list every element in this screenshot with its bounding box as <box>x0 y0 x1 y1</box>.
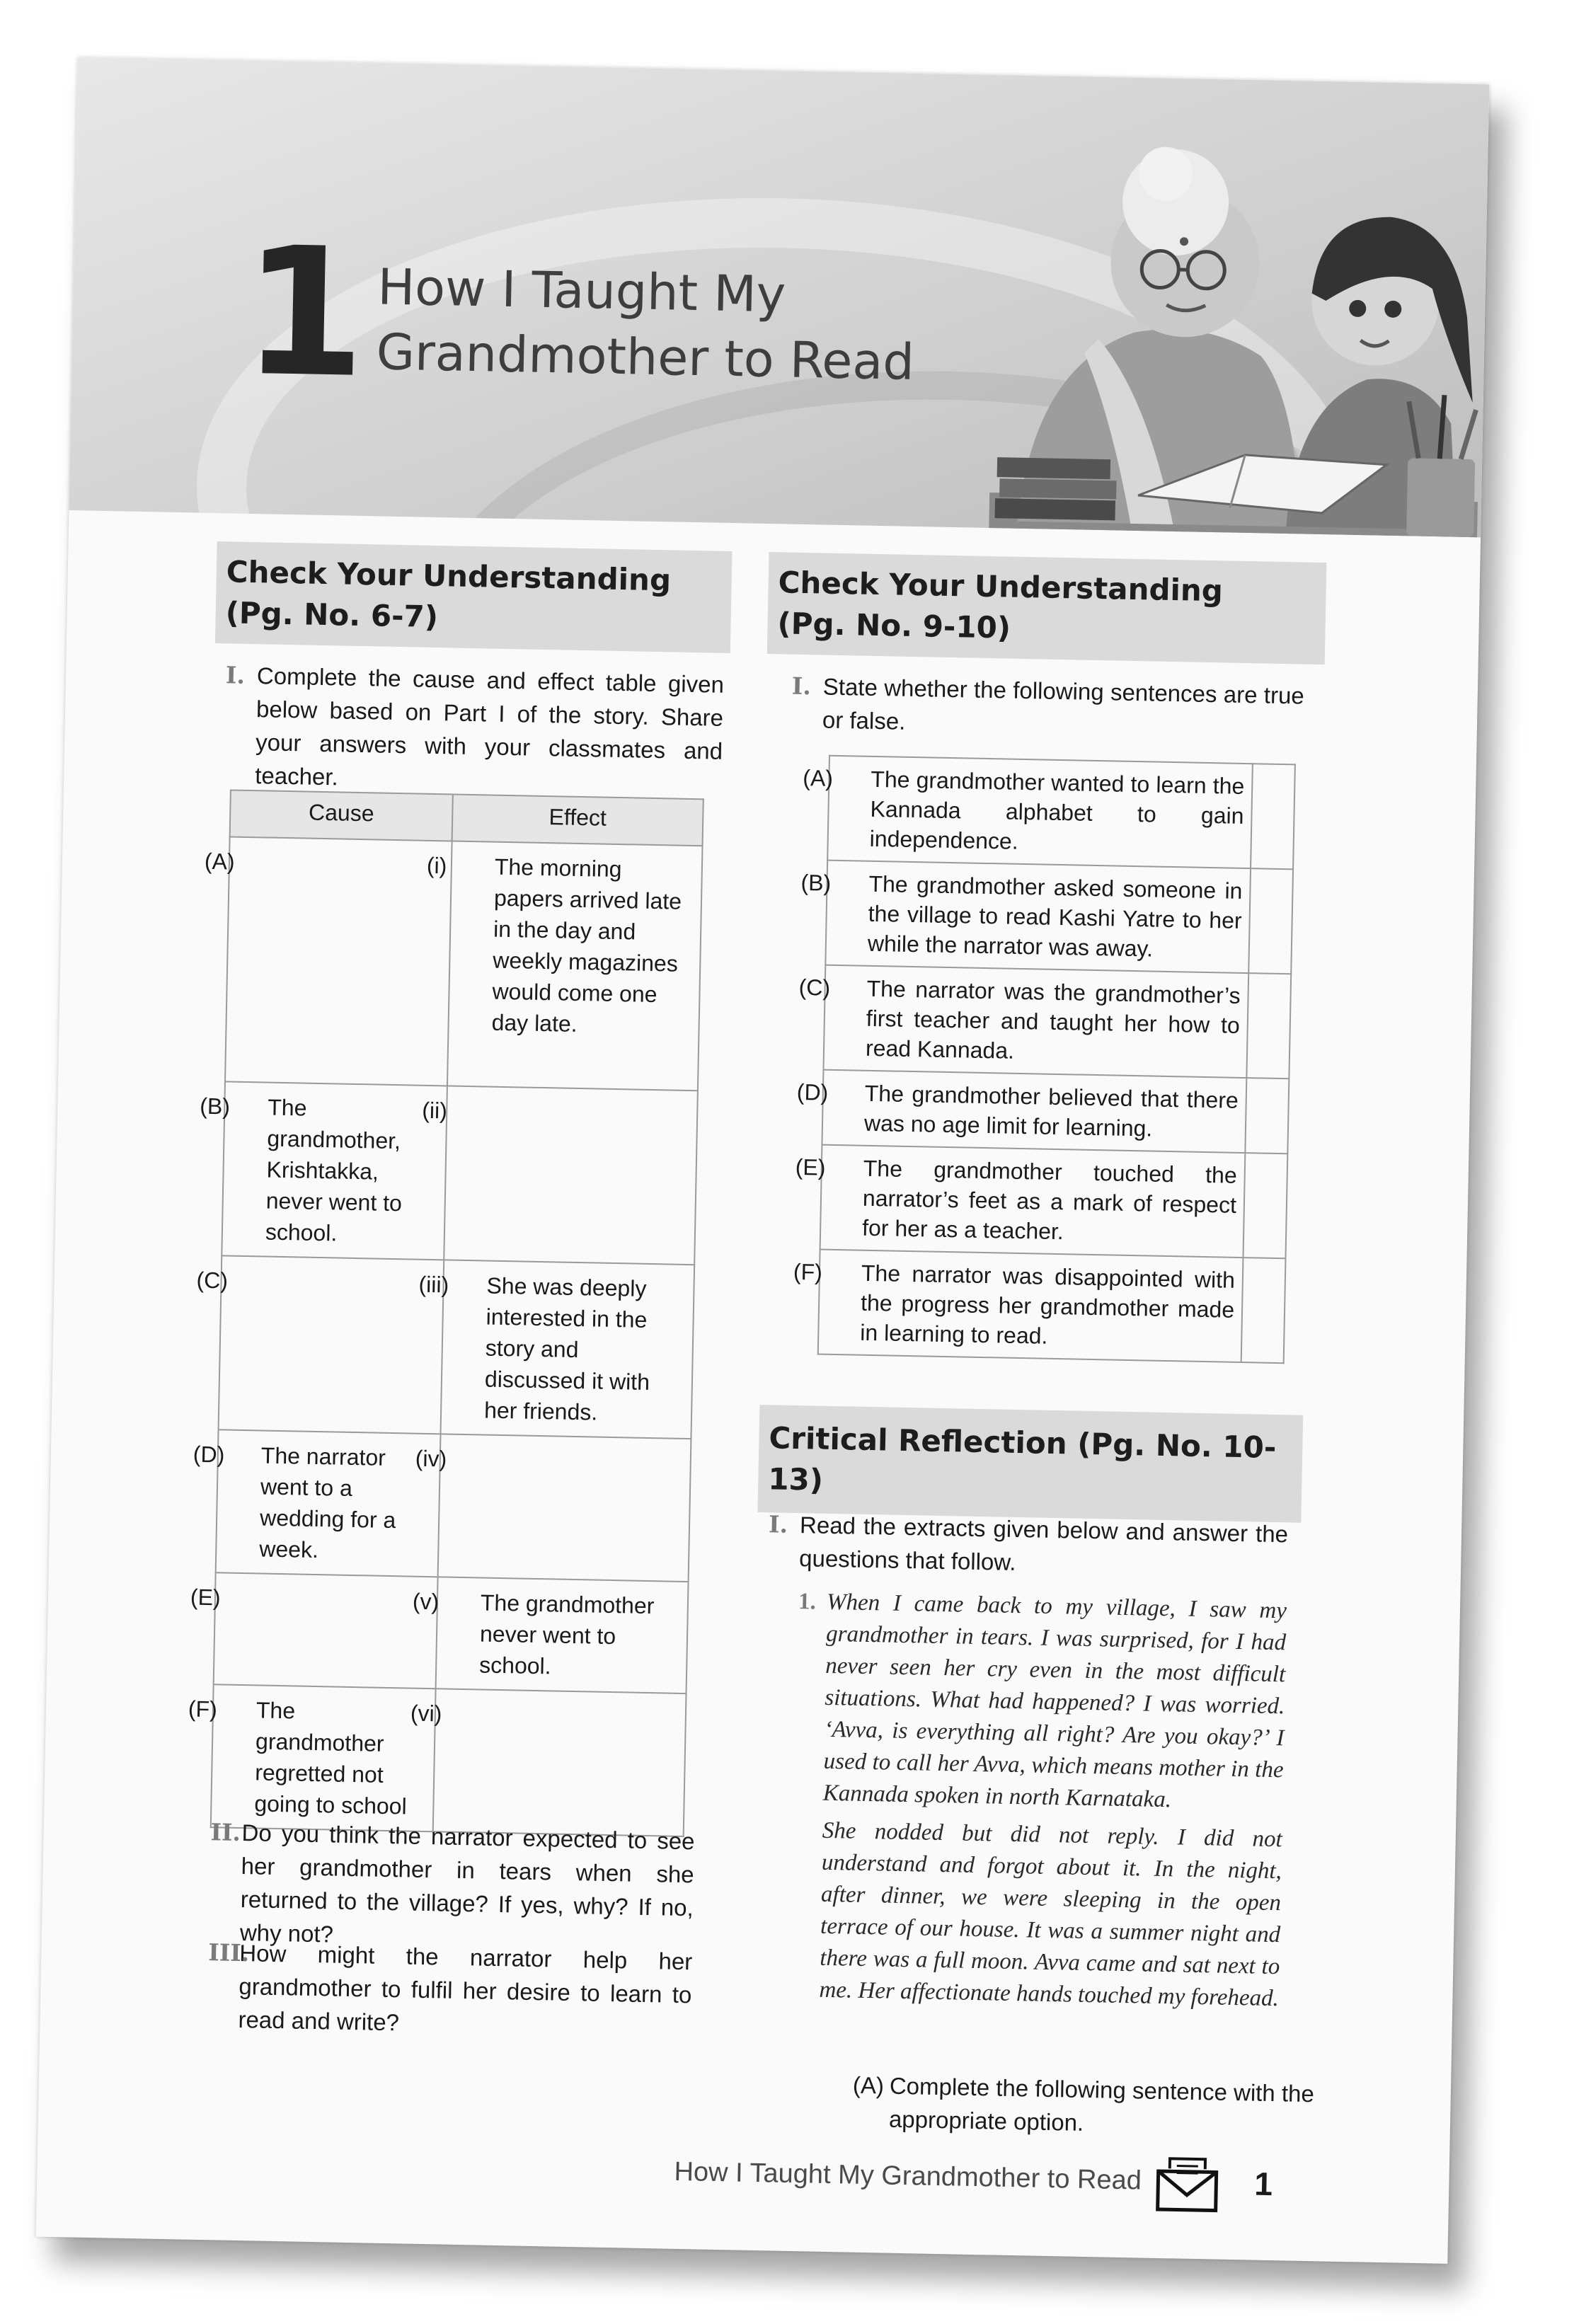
critical-reflection-instruction <box>768 1508 1289 1584</box>
effect-cell <box>412 1577 689 1693</box>
effect-cell <box>415 1434 691 1582</box>
table-row <box>827 756 1295 870</box>
table-row <box>822 1070 1289 1154</box>
statement-text: The grandmother asked someone in the village to read Kashi Yatre to her while the narrator was away. <box>867 870 1243 962</box>
table-row <box>225 836 703 1091</box>
question-number: III. <box>208 1938 250 1967</box>
row-label: (B) <box>199 1093 231 1120</box>
answer-box[interactable] <box>1251 764 1295 869</box>
chapter-number: 1 <box>241 208 368 417</box>
cause-effect-table <box>188 789 704 1837</box>
question-1-right <box>791 670 1305 746</box>
cause-cell <box>193 1430 441 1577</box>
table-row <box>823 965 1291 1079</box>
table-row <box>211 1684 687 1836</box>
row-label: (C) <box>196 1267 229 1294</box>
chapter-banner <box>69 57 1489 537</box>
question-number: I. <box>225 661 246 689</box>
section-heading-line: (Pg. No. 6-7) <box>225 595 439 635</box>
grandmother-girl-illustration <box>989 96 1486 537</box>
cause-text: The narrator went to a wedding for a week. <box>258 1442 396 1563</box>
row-label: (F) <box>793 1258 823 1285</box>
row-label: (i) <box>426 852 447 879</box>
answer-box[interactable] <box>1243 1153 1287 1258</box>
row-label: (E) <box>795 1154 826 1180</box>
critical-reflection-heading: Critical Reflection (Pg. No. 10-13) <box>757 1405 1303 1523</box>
statement-cell <box>796 1070 1246 1153</box>
table-row <box>216 1430 691 1582</box>
cause-text: The grandmother, Krishtakka, never went to school. <box>265 1094 403 1246</box>
extract-paragraph: She nodded but did not reply. I did not understand and forgot about it. In the night, after dinner, we were sleeping in the open terrace of our house. It was a summer night and there was a full moon. Avva came and sat next to me. Her affectionate hands touched my forehead. <box>819 1817 1283 2012</box>
sub-question-label: (A) <box>852 2071 885 2099</box>
cause-cell <box>190 1572 438 1689</box>
cause-cell <box>188 1684 436 1831</box>
footer-chapter-title: How I Taught My Grandmother to Read <box>674 2156 1142 2196</box>
answer-box[interactable] <box>1248 868 1293 974</box>
answer-box[interactable] <box>1241 1258 1286 1363</box>
question-text: Read the extracts given below and answer the questions that follow. <box>798 1512 1289 1575</box>
effect-text: She was deeply interested in the story and discussed it with her friends. <box>483 1272 650 1425</box>
cause-cell <box>196 1255 444 1434</box>
effect-cell <box>410 1689 687 1836</box>
section-heading-left <box>215 541 733 653</box>
sub-question-text: Complete the following sentence with the appropriate option. <box>888 2072 1315 2136</box>
question-text: State whether the following sentences are true or false. <box>822 673 1305 735</box>
row-label: (iii) <box>418 1271 449 1298</box>
table-header-effect: Effect <box>452 795 703 846</box>
section-heading-line: Check Your Understanding <box>778 565 1224 609</box>
row-label: (A) <box>204 848 235 875</box>
question-number: I. <box>768 1510 788 1538</box>
answer-box[interactable] <box>1246 973 1291 1078</box>
true-false-table <box>793 755 1296 1364</box>
row-label: (C) <box>798 974 831 1001</box>
effect-cell <box>421 1086 698 1265</box>
question-1-left <box>225 659 725 801</box>
statement-cell <box>793 1250 1243 1362</box>
cause-cell <box>199 1081 447 1260</box>
statement-cell <box>798 965 1248 1078</box>
extract-number: 1. <box>798 1589 817 1615</box>
effect-cell <box>418 1260 694 1439</box>
row-label: (vi) <box>410 1700 442 1727</box>
question-text: How might the narrator help her grandmother to fulfil her desire to learn to read and write? <box>238 1940 693 2036</box>
extract-paragraph: When I came back to my village, I saw my grandmother in tears. I was surprised, for I had never seen her cry even in the most difficult situations. What had happened? I was worried. ‘Avva, is everything all right? Are you okay?’ I used to call her Avva, which means mother in the Kannada spoken in north Karnataka. <box>822 1589 1287 1813</box>
question-text: Do you think the narrator expected to see her grandmother in tears when she returned to the village? If yes, why? If no, why not? <box>239 1819 695 1948</box>
envelope-icon <box>1155 2156 1220 2214</box>
row-label: (F) <box>188 1696 218 1722</box>
table-row <box>825 861 1293 974</box>
table-row <box>222 1081 698 1265</box>
section-heading-line: Check Your Understanding <box>226 554 672 598</box>
question-3-left <box>208 1936 693 2044</box>
statement-cell <box>803 756 1253 868</box>
table-header-cause: Cause <box>230 790 453 841</box>
statement-text: The grandmother believed that there was no age limit for learning. <box>863 1080 1239 1141</box>
table-row <box>219 1255 695 1439</box>
page-number: 1 <box>1253 2165 1273 2203</box>
statement-text: The grandmother wanted to learn the Kannada alphabet to gain independence. <box>869 766 1245 854</box>
table-row <box>214 1572 689 1693</box>
chapter-title <box>376 254 1015 396</box>
statement-text: The grandmother touched the narrator’s feet as a mark of respect for her as a teacher. <box>861 1155 1238 1245</box>
extract-passage <box>798 1587 1287 2015</box>
statement-cell <box>795 1145 1246 1258</box>
row-label: (E) <box>190 1584 222 1611</box>
question-text: Complete the cause and effect table given below based on Part I of the story. Share your answers with your classmates and teacher. <box>254 662 725 790</box>
section-heading-line: (Pg. No. 9-10) <box>777 606 1011 645</box>
chapter-title-line: How I Taught My <box>377 258 786 324</box>
row-label: (A) <box>803 764 834 791</box>
row-label: (D) <box>193 1441 225 1468</box>
chapter-title-line: Grandmother to Read <box>376 323 915 391</box>
table-row <box>818 1250 1286 1364</box>
row-label: (iv) <box>415 1445 447 1472</box>
section-heading-right <box>767 552 1327 665</box>
row-label: (ii) <box>421 1097 448 1124</box>
cause-text: The grandmother regretted not going to school <box>254 1697 408 1819</box>
statement-text: The narrator was disappointed with the progress her grandmother made in learning to read. <box>860 1260 1236 1349</box>
row-label: (v) <box>412 1588 440 1615</box>
cause-cell <box>204 836 452 1086</box>
statement-text: The narrator was the grandmother’s first teacher and taught her how to read Kannada. <box>865 975 1241 1064</box>
row-label: (B) <box>800 869 832 896</box>
workbook-page <box>36 57 1490 2264</box>
table-row <box>820 1145 1288 1259</box>
effect-text: The grandmother never went to school. <box>478 1589 655 1679</box>
row-label: (D) <box>796 1078 829 1105</box>
answer-box[interactable] <box>1245 1078 1289 1154</box>
effect-cell <box>426 841 703 1091</box>
statement-cell <box>800 861 1251 973</box>
effect-text: The morning papers arrived late in the day and weekly magazines would come one day late. <box>491 853 682 1037</box>
sub-question-a <box>852 2069 1315 2144</box>
question-number: II. <box>210 1818 241 1847</box>
question-number: I. <box>791 672 812 701</box>
